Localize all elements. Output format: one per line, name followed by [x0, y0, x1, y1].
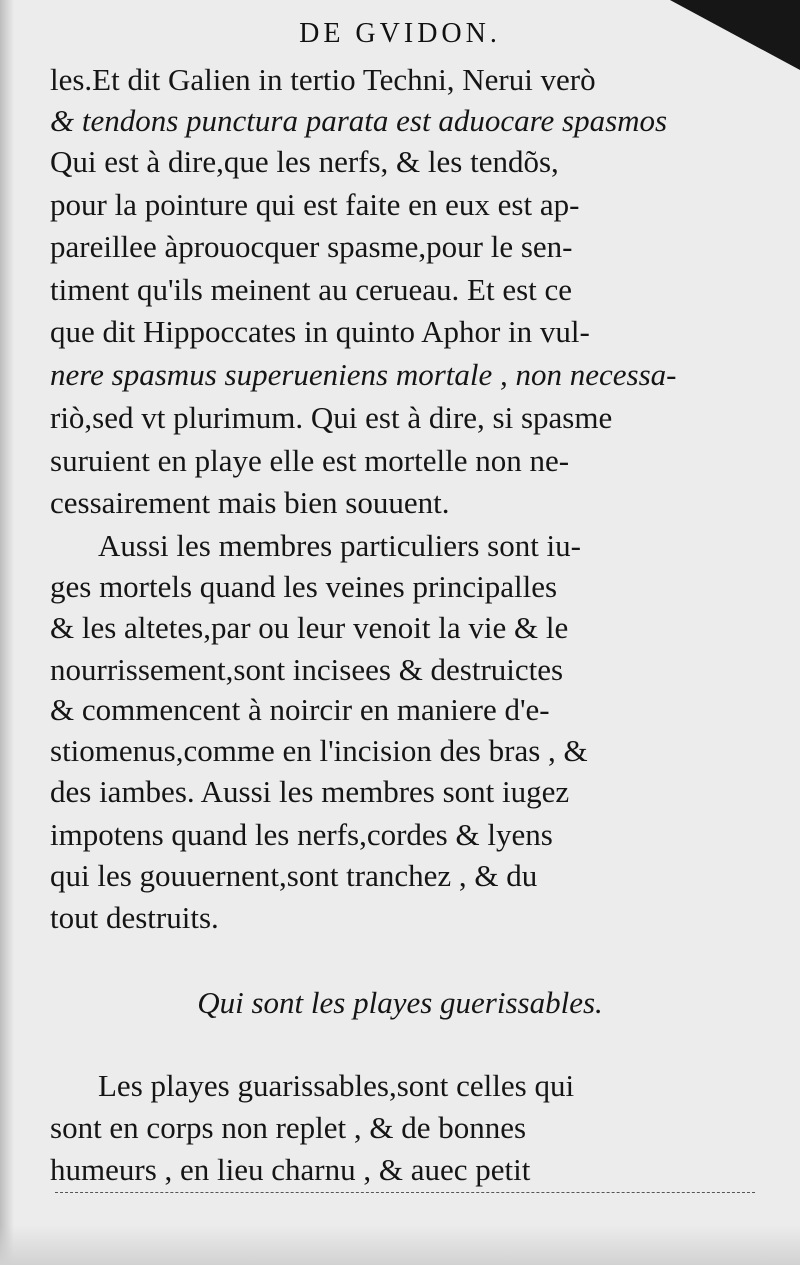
- text-line: riò,sed vt plurimum. Qui est à dire, si spasme: [50, 400, 613, 435]
- text-line: timent qu'ils meinent au cerueau. Et est ce: [50, 272, 573, 307]
- text-line: humeurs , en lieu charnu , & auec petit: [50, 1152, 531, 1187]
- text-line: impotens quand les nerfs,cordes & lyens: [50, 817, 553, 852]
- text-line: pareillee àprouocquer spasme,pour le sen-: [50, 229, 573, 264]
- text-line: stiomenus,comme en l'incision des bras , &: [50, 733, 588, 768]
- text-line: & les altetes,par ou leur venoit la vie & le: [50, 610, 569, 645]
- page-bottom-edge: [55, 1192, 755, 1193]
- section-heading: Qui sont les playes guerissables.: [197, 985, 603, 1020]
- text-line: suruient en playe elle est mortelle non ne-: [50, 443, 570, 478]
- running-head: DE GVIDON.: [299, 18, 501, 49]
- text-line: Qui est à dire,que les nerfs, & les tendõs,: [50, 144, 559, 179]
- text-line: ges mortels quand les veines principalles: [50, 569, 558, 604]
- page-gutter-shadow: [0, 0, 14, 1265]
- text-line: & tendons punctura parata est aduocare spasmos: [50, 103, 668, 138]
- text-line: sont en corps non replet , & de bonnes: [50, 1110, 527, 1145]
- text-line: Aussi les membres particuliers sont iu-: [98, 528, 581, 563]
- text-line: & commencent à noircir en maniere d'e-: [50, 692, 550, 727]
- text-line: pour la pointure qui est faite en eux est ap-: [50, 187, 580, 222]
- text-line: des iambes. Aussi les membres sont iugez: [50, 774, 570, 809]
- text-line: nere spasmus superueniens mortale , non necessa-: [50, 357, 677, 392]
- text-line: tout destruits.: [50, 900, 219, 935]
- text-line: Les playes guarissables,sont celles qui: [98, 1068, 575, 1103]
- text-line: qui les gouuernent,sont tranchez , & du: [50, 858, 538, 893]
- text-line: les.Et dit Galien in tertio Techni, Nerui verò: [50, 62, 596, 97]
- page-bottom-shadow: [0, 1225, 800, 1265]
- text-line: nourrissement,sont incisees & destruictes: [50, 652, 564, 687]
- text-line: cessairement mais bien souuent.: [50, 485, 450, 520]
- text-line: que dit Hippoccates in quinto Aphor in vul-: [50, 314, 590, 349]
